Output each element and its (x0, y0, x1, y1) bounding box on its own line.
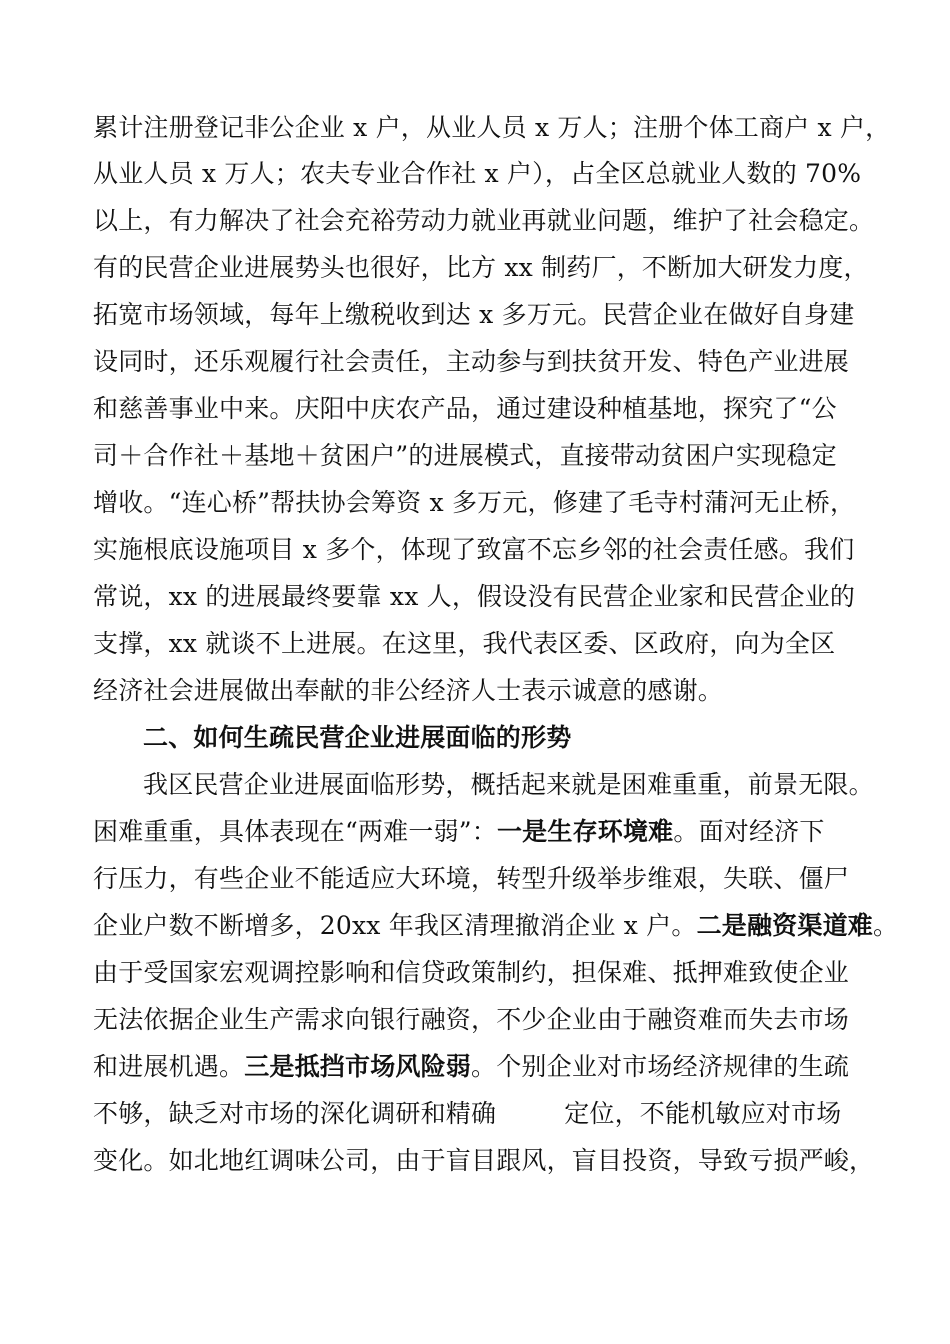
paragraph-line: 实施根底设施项目 x 多个，体现了致富不忘乡邻的社会责任感。我们 (93, 535, 855, 564)
paragraph-line: 变化。如北地红调味公司，由于盲目跟风，盲目投资，导致亏损严峻， (93, 1146, 875, 1175)
text-span: 。 (872, 911, 899, 940)
bold-point: 一是生存环境难 (496, 817, 674, 846)
text-span: 。面对经济下 (673, 817, 825, 846)
paragraph-line: 设同时，还乐观履行社会责任，主动参与到扶贫开发、特色产业进展 (93, 347, 850, 376)
paragraph-line (93, 1098, 841, 1130)
paragraph-line: 经济社会进展做出奉献的非公经济人士表示诚意的感谢。 (93, 676, 724, 705)
paragraph-line: 我区民营企业进展面临形势，概括起来就是困难重重，前景无限。 (143, 770, 874, 799)
text-span: 困难重重，具体表现在“两难一弱”： (93, 817, 497, 846)
paragraph-line: 以上，有力解决了社会充裕劳动力就业再就业问题，维护了社会稳定。 (93, 206, 875, 235)
paragraph-line: 无法依据企业生产需求向银行融资，不少企业由于融资难而失去市场 (93, 1005, 850, 1034)
section-heading: 二、如何生疏民营企业进展面临的形势 (143, 723, 572, 752)
bold-point: 三是抵挡市场风险弱 (244, 1052, 472, 1081)
paragraph-line: 累计注册登记非公企业 x 户，从业人员 x 万人；注册个体工商户 x 户， (93, 113, 891, 142)
paragraph-line: 从业人员 x 万人；农夫专业合作社 x 户），占全区总就业人数的 70% (93, 159, 862, 188)
paragraph-line (93, 1051, 849, 1083)
paragraph-line: 常说，xx 的进展最终要靠 xx 人，假设没有民营企业家和民营企业的 (93, 582, 856, 611)
text-span: 和进展机遇。 (93, 1052, 245, 1081)
bold-point: 二是融资渠道难 (696, 911, 873, 940)
paragraph-line (93, 816, 825, 848)
paragraph-line: 和慈善事业中来。庆阳中庆农产品，通过建设种植基地，探究了“公 (93, 394, 837, 423)
paragraph-line (93, 910, 898, 942)
text-span: 不够，缺乏对市场的深化调研和精确 (93, 1099, 497, 1128)
paragraph-line: 有的民营企业进展势头也很好，比方 xx 制药厂，不断加大研发力度， (93, 253, 869, 282)
paragraph-line: 行压力，有些企业不能适应大环境，转型升级举步维艰，失联、僵尸 (93, 864, 850, 893)
text-span: 企业户数不断增多，20xx 年我区清理撤消企业 x 户。 (93, 911, 697, 940)
paragraph-line: 由于受国家宏观调控影响和信贷政策制约，担保难、抵押难致使企业 (93, 958, 850, 987)
paragraph-line: 拓宽市场领域，每年上缴税收到达 x 多万元。民营企业在做好自身建 (93, 300, 855, 329)
paragraph-line: 司＋合作社＋基地＋贫困户”的进展模式，直接带动贫困户实现稳定 (93, 441, 837, 470)
paragraph-line: 增收。“连心桥”帮扶协会筹资 x 多万元，修建了毛寺村蒲河无止桥， (93, 488, 856, 517)
text-span: 。个别企业对市场经济规律的生疏 (471, 1052, 850, 1081)
text-span: 定位，不能机敏应对市场 (564, 1099, 842, 1128)
paragraph-line: 支撑，xx 就谈不上进展。在这里，我代表区委、区政府，向为全区 (93, 629, 836, 658)
